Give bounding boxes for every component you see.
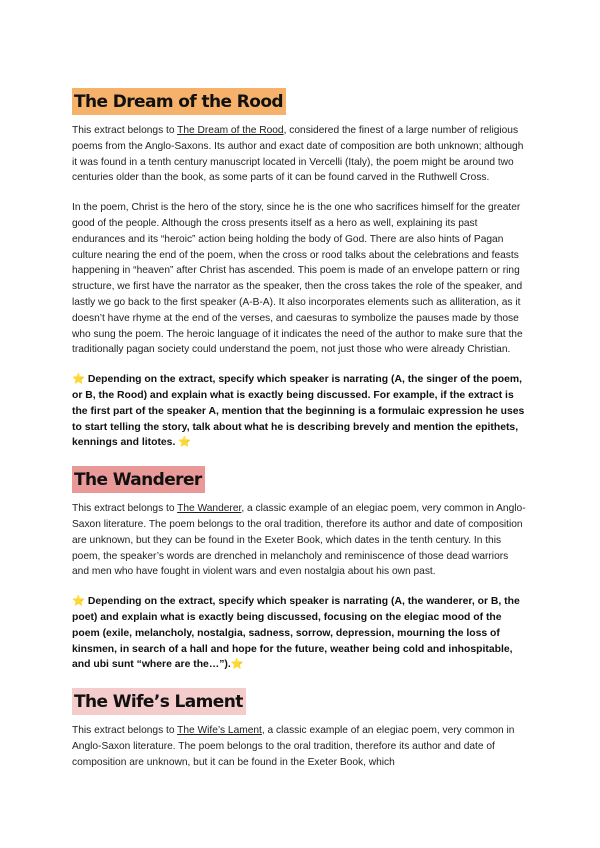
- star-icon: ⭐: [178, 437, 192, 449]
- paragraph-text: This extract belongs to: [72, 725, 178, 737]
- section-heading: The Wanderer: [72, 466, 205, 493]
- task-text: Depending on the extract, specify which speaker is narrating (A, the wanderer, or B, the poet) and explain what is exactly being discussed, focusing on the elegiac mood of the poem (exile, melancholy, nostalgia, sadness, sorrow, depression, mourning the loss of kinsmen, in search of a hall and hope for the future, weather being cold and inhospitable, and ubi sunt “where are the…”).: [72, 596, 520, 671]
- intro-paragraph: [72, 501, 528, 580]
- section-the-wanderer: [72, 466, 528, 673]
- paragraph-text: , a classic example of an elegiac poem, very common in Anglo-Saxon literature. The poem belongs to the oral tradition, therefore its author and date of composition are unknown, but they can be found in the Exeter Book, which dates in the tenth century. In this poem, the speaker’s words are drenched in melancholy and reminiscence of those dead warriors and men who have fought in violent wars and even nostalgia about his own past.: [72, 503, 526, 578]
- star-icon: ⭐: [72, 596, 85, 608]
- task-text: Depending on the extract, specify which speaker is narrating (A, the singer of the poem, or B, the Rood) and explain what is exactly being discussed. For example, if the extract is the first part of the speaker A, mention that the beginning is a formulaic expression he uses to start telling the story, talk about what he is describing brevely and mention the epithets, kennings and litotes.: [72, 374, 525, 449]
- star-icon: ⭐: [72, 374, 85, 386]
- poem-title-link[interactable]: The Wanderer: [177, 503, 242, 515]
- intro-paragraph: [72, 123, 528, 186]
- section-dream-of-the-rood: [72, 88, 528, 451]
- document-content: [72, 88, 528, 771]
- section-heading: The Wife’s Lament: [72, 688, 246, 715]
- paragraph-text: , considered the finest of a large number of religious poems from the Anglo-Saxons. Its author and exact date of composition are both unknown; although it was found in a tenth century manuscript located in Vercelli (Italy), the poem might be around two centuries older than the book, as some parts of it can be found carved in the Ruthwell Cross.: [72, 125, 524, 184]
- star-icon: ⭐: [230, 659, 244, 671]
- task-paragraph: [72, 594, 528, 673]
- intro-paragraph: [72, 723, 528, 770]
- paragraph-text: This extract belongs to: [72, 503, 178, 515]
- poem-title-link[interactable]: The Dream of the Rood: [177, 125, 284, 136]
- analysis-paragraph: In the poem, Christ is the hero of the story, since he is the one who sacrifices himself for the greater good of the people. Although the cross presents itself as a hero as well, explaining its past endurances and its “heroic” action being holding the body of God. There are also hints of Pagan culture nearing the end of the poem, when the cross or rood talks about the celebrations and feasts happening in “heaven” after Christ has ascended. This poem is made of an envelope pattern or ring structure, we first have the narrator as the speaker, then the cross takes the role of the speaker, and lastly we go back to the first speaker (A-B-A). It also incorporates elements such as alliteration, as it doesn’t have rhyme at the end of the verses, and caesuras to symbolize the pauses made by those who sung the poem. The heroic language of it indicates the need of the author to make sure that the traditionally pagan society could understand the poem, not just those who were already Christian.: [72, 202, 523, 356]
- section-heading: The Dream of the Rood: [72, 88, 286, 115]
- task-paragraph: [72, 372, 528, 451]
- paragraph-text: , a classic example of an elegiac poem, very common in Anglo-Saxon literature. The poem belongs to the oral tradition, therefore its author and date of composition are unknown, but it can be found in the Exeter Book, which: [72, 725, 515, 768]
- paragraph-text: This extract belongs to: [72, 125, 178, 136]
- section-the-wifes-lament: [72, 688, 528, 770]
- poem-title-link[interactable]: The Wife’s Lament: [177, 725, 262, 737]
